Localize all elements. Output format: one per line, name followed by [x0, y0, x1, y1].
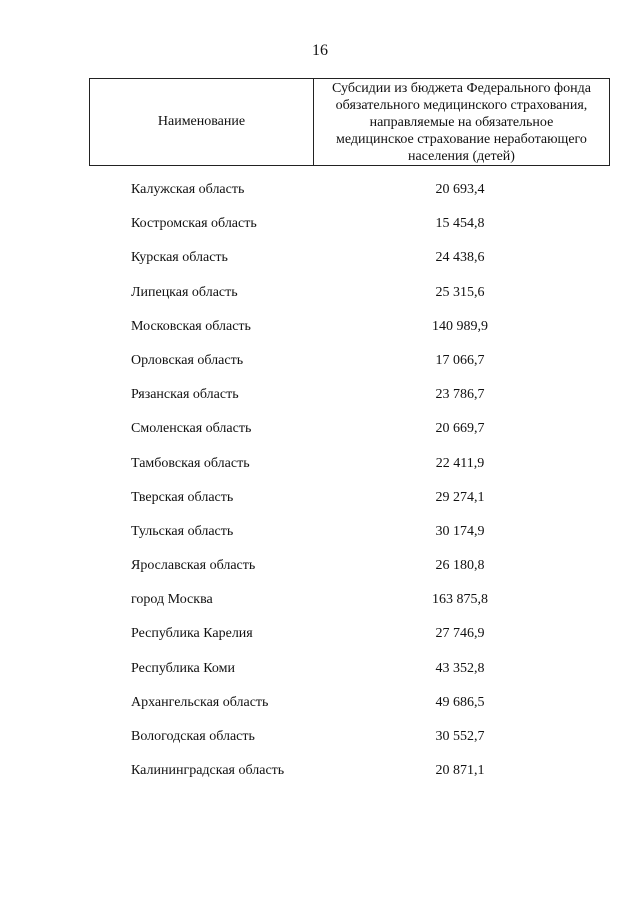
- subsidy-amount: 43 352,8: [435, 660, 485, 676]
- table-row: [0, 590, 640, 624]
- table-row: [0, 693, 640, 727]
- table-row: [0, 659, 640, 693]
- region-name: Костромская область: [131, 216, 257, 232]
- region-name: Тамбовская область: [131, 455, 250, 471]
- region-name: Ярославская область: [131, 558, 256, 574]
- column-header-name: Наименование: [90, 79, 314, 165]
- region-name: Тверская область: [131, 489, 234, 505]
- table-row: [0, 454, 640, 488]
- region-name: Архангельская область: [131, 694, 269, 710]
- region-name: Смоленская область: [131, 421, 252, 437]
- table-row: [0, 385, 640, 419]
- subsidy-amount: 24 438,6: [435, 250, 485, 266]
- table-row: [0, 283, 640, 317]
- subsidy-amount: 23 786,7: [435, 387, 485, 403]
- region-name: Республика Коми: [131, 660, 235, 676]
- region-name: город Москва: [131, 592, 213, 608]
- table-row: [0, 214, 640, 248]
- region-name: Республика Карелия: [131, 626, 253, 642]
- region-name: Калужская область: [131, 182, 245, 197]
- subsidy-amount: 30 552,7: [435, 729, 485, 744]
- table-row: [0, 556, 640, 590]
- subsidy-amount: 163 875,8: [432, 592, 488, 608]
- subsidy-amount: 26 180,8: [435, 558, 485, 574]
- region-name: Липецкая область: [131, 284, 238, 300]
- table-row: [0, 624, 640, 658]
- table-row: [0, 727, 640, 761]
- subsidy-amount: 25 315,6: [435, 284, 485, 300]
- region-name: Курская область: [131, 250, 228, 266]
- table-row: [0, 317, 640, 351]
- region-name: Рязанская область: [131, 387, 239, 403]
- table-row: [0, 351, 640, 385]
- region-name: Вологодская область: [131, 729, 255, 744]
- table-header: [89, 78, 610, 166]
- region-name: Тульская область: [131, 523, 234, 539]
- subsidy-amount: 49 686,5: [435, 694, 485, 710]
- table-row: [0, 180, 640, 214]
- region-name: Московская область: [131, 318, 251, 334]
- subsidy-amount: 22 411,9: [435, 455, 485, 471]
- subsidy-amount: 15 454,8: [435, 216, 485, 232]
- subsidy-amount: 20 669,7: [435, 421, 485, 437]
- subsidy-amount: 20 693,4: [435, 182, 485, 197]
- subsidy-amount: 20 871,1: [435, 763, 485, 779]
- subsidy-amount: 140 989,9: [432, 318, 488, 334]
- region-name: Калининградская область: [131, 763, 285, 779]
- subsidy-amount: 27 746,9: [435, 626, 485, 642]
- table-row: [0, 522, 640, 556]
- subsidy-amount: 29 274,1: [435, 489, 485, 505]
- subsidy-amount: 30 174,9: [435, 523, 485, 539]
- region-name: Орловская область: [131, 352, 244, 368]
- table-row: [0, 761, 640, 795]
- table-row: [0, 419, 640, 453]
- table-body: [0, 180, 640, 795]
- table-row: [0, 488, 640, 522]
- page-number: 16: [312, 42, 328, 59]
- subsidy-amount: 17 066,7: [435, 352, 485, 368]
- column-header-subsidy: Субсидии из бюджета Федерального фонда обязательного медицинского страхования, направляемые на обязательное медицинское страхование неработающего населения (детей): [332, 80, 591, 164]
- table-row: [0, 248, 640, 282]
